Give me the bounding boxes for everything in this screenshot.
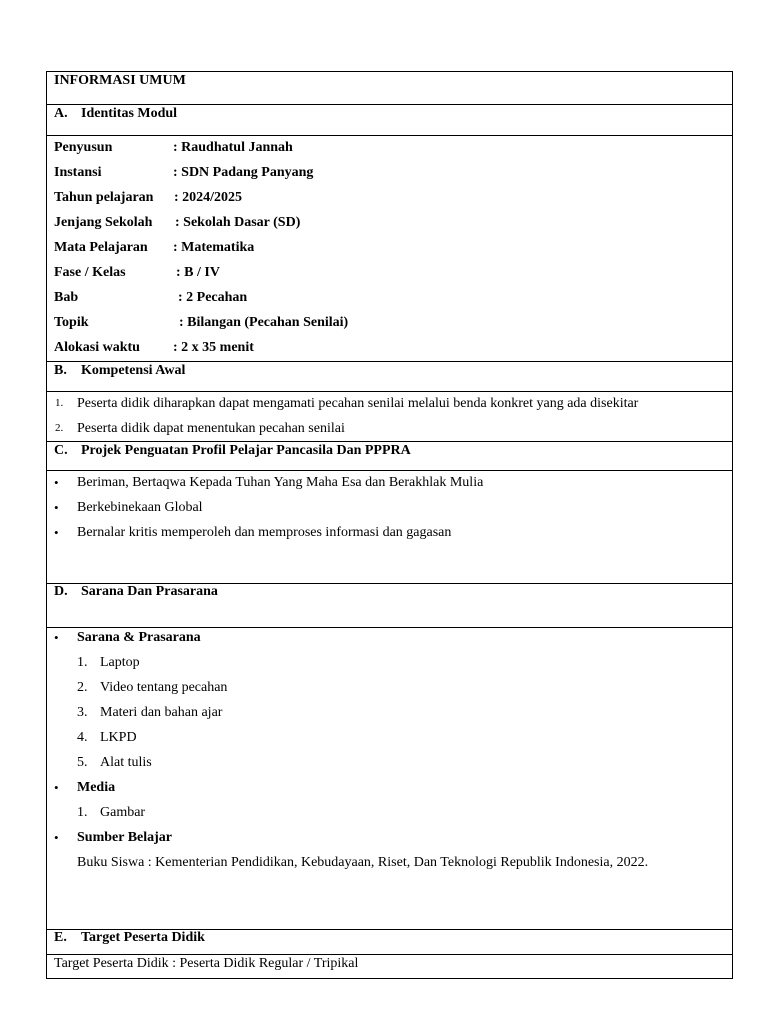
- facility-text: Materi dan bahan ajar: [100, 705, 223, 720]
- identity-row-penyusun: [47, 138, 732, 163]
- facility-item: [47, 728, 732, 753]
- section-e-title: Target Peserta Didik: [81, 930, 205, 945]
- identity-row-jenjang: [47, 213, 732, 238]
- facility-item: [47, 678, 732, 703]
- section-d-title: Sarana Dan Prasarana: [81, 584, 218, 599]
- identity-key: Fase / Kelas: [54, 265, 126, 280]
- competency-block: [47, 391, 732, 441]
- media-group-title: [47, 778, 732, 803]
- identity-row-tahun: [47, 188, 732, 213]
- project-text: Bernalar kritis memperoleh dan memproses informasi dan gagasan: [77, 525, 452, 540]
- project-text: Beriman, Bertaqwa Kepada Tuhan Yang Maha Esa dan Berakhlak Mulia: [77, 475, 484, 490]
- bullet-icon: •: [54, 525, 59, 540]
- target-text: Target Peserta Didik : Peserta Didik Regular / Tripikal: [54, 956, 359, 971]
- identity-value: : SDN Padang Panyang: [173, 165, 314, 180]
- facility-text: Laptop: [100, 655, 140, 670]
- section-d-letter: D.: [54, 584, 68, 599]
- identity-value: : Raudhatul Jannah: [173, 140, 293, 155]
- module-info-table: [46, 71, 733, 979]
- identity-key: Tahun pelajaran: [54, 190, 154, 205]
- identity-value: : Sekolah Dasar (SD): [175, 215, 301, 230]
- section-b-header: [47, 361, 732, 391]
- bullet-icon: •: [54, 630, 59, 645]
- identity-row-topik: [47, 313, 732, 338]
- identity-key: Bab: [54, 290, 79, 305]
- identity-key: Topik: [54, 315, 89, 330]
- identity-row-fase: [47, 263, 732, 288]
- identity-key: Penyusun: [54, 140, 113, 155]
- identity-key: Jenjang Sekolah: [54, 215, 153, 230]
- project-item: [47, 473, 732, 498]
- facilities-block: [47, 627, 732, 929]
- facility-number: 4.: [77, 730, 88, 745]
- facility-item: [47, 753, 732, 778]
- identity-value: : 2 Pecahan: [178, 290, 248, 305]
- section-e-letter: E.: [54, 930, 67, 945]
- target-block: [47, 954, 732, 978]
- section-b-title: Kompetensi Awal: [81, 363, 186, 378]
- bullet-icon: •: [54, 500, 59, 515]
- identity-row-bab: [47, 288, 732, 313]
- facilities-group-title: [47, 628, 732, 653]
- identity-key: Instansi: [54, 165, 102, 180]
- identity-row-instansi: [47, 163, 732, 188]
- source-text: Buku Siswa : Kementerian Pendidikan, Kebudayaan, Riset, Dan Teknologi Republik Indonesia, 2022.: [77, 855, 649, 870]
- bullet-icon: •: [54, 830, 59, 845]
- bullet-icon: •: [54, 475, 59, 490]
- media-number: 1.: [77, 805, 88, 820]
- facility-number: 5.: [77, 755, 88, 770]
- section-b-letter: B.: [54, 363, 67, 378]
- facility-number: 3.: [77, 705, 88, 720]
- facility-item: [47, 653, 732, 678]
- media-text: Gambar: [100, 805, 146, 820]
- section-c-letter: C.: [54, 443, 68, 458]
- group-title: Media: [77, 780, 116, 795]
- profile-project-block: [47, 470, 732, 583]
- facility-number: 2.: [77, 680, 88, 695]
- competency-text: Peserta didik diharapkan dapat mengamati pecahan senilai melalui benda konkret yang ada disekitar: [77, 396, 639, 411]
- group-title: Sarana & Prasarana: [77, 630, 201, 645]
- project-item: [47, 523, 732, 548]
- project-text: Berkebinekaan Global: [77, 500, 203, 515]
- identity-value: : Matematika: [173, 240, 255, 255]
- identity-key: Alokasi waktu: [54, 340, 140, 355]
- general-info-title: INFORMASI UMUM: [54, 73, 186, 88]
- facility-text: Video tentang pecahan: [100, 680, 228, 695]
- identity-value: : Bilangan (Pecahan Senilai): [179, 315, 349, 330]
- project-item: [47, 498, 732, 523]
- identity-row-mapel: [47, 238, 732, 263]
- competency-number: 2.: [55, 422, 64, 434]
- section-a-header: [47, 104, 732, 135]
- section-a-title: Identitas Modul: [81, 106, 178, 121]
- section-d-header: [47, 583, 732, 627]
- source-reference: [47, 853, 732, 878]
- media-item: [47, 803, 732, 828]
- identity-value: : 2 x 35 menit: [173, 340, 254, 355]
- competency-number: 1.: [55, 397, 64, 409]
- general-info-header: [47, 72, 732, 104]
- group-title: Sumber Belajar: [77, 830, 173, 845]
- facility-text: LKPD: [100, 730, 137, 745]
- section-c-header: [47, 441, 732, 470]
- section-e-header: [47, 929, 732, 954]
- identity-value: : 2024/2025: [174, 190, 243, 205]
- section-a-letter: A.: [54, 106, 68, 121]
- identity-key: Mata Pelajaran: [54, 240, 148, 255]
- facility-number: 1.: [77, 655, 88, 670]
- competency-text: Peserta didik dapat menentukan pecahan senilai: [77, 421, 345, 436]
- facility-text: Alat tulis: [100, 755, 152, 770]
- section-c-title: Projek Penguatan Profil Pelajar Pancasila Dan PPPRA: [81, 443, 411, 458]
- identity-row-alokasi: [47, 338, 732, 363]
- bullet-icon: •: [54, 780, 59, 795]
- source-group-title: [47, 828, 732, 853]
- identity-block: [47, 135, 732, 361]
- competency-item: [47, 394, 732, 419]
- identity-value: : B / IV: [176, 265, 220, 280]
- facility-item: [47, 703, 732, 728]
